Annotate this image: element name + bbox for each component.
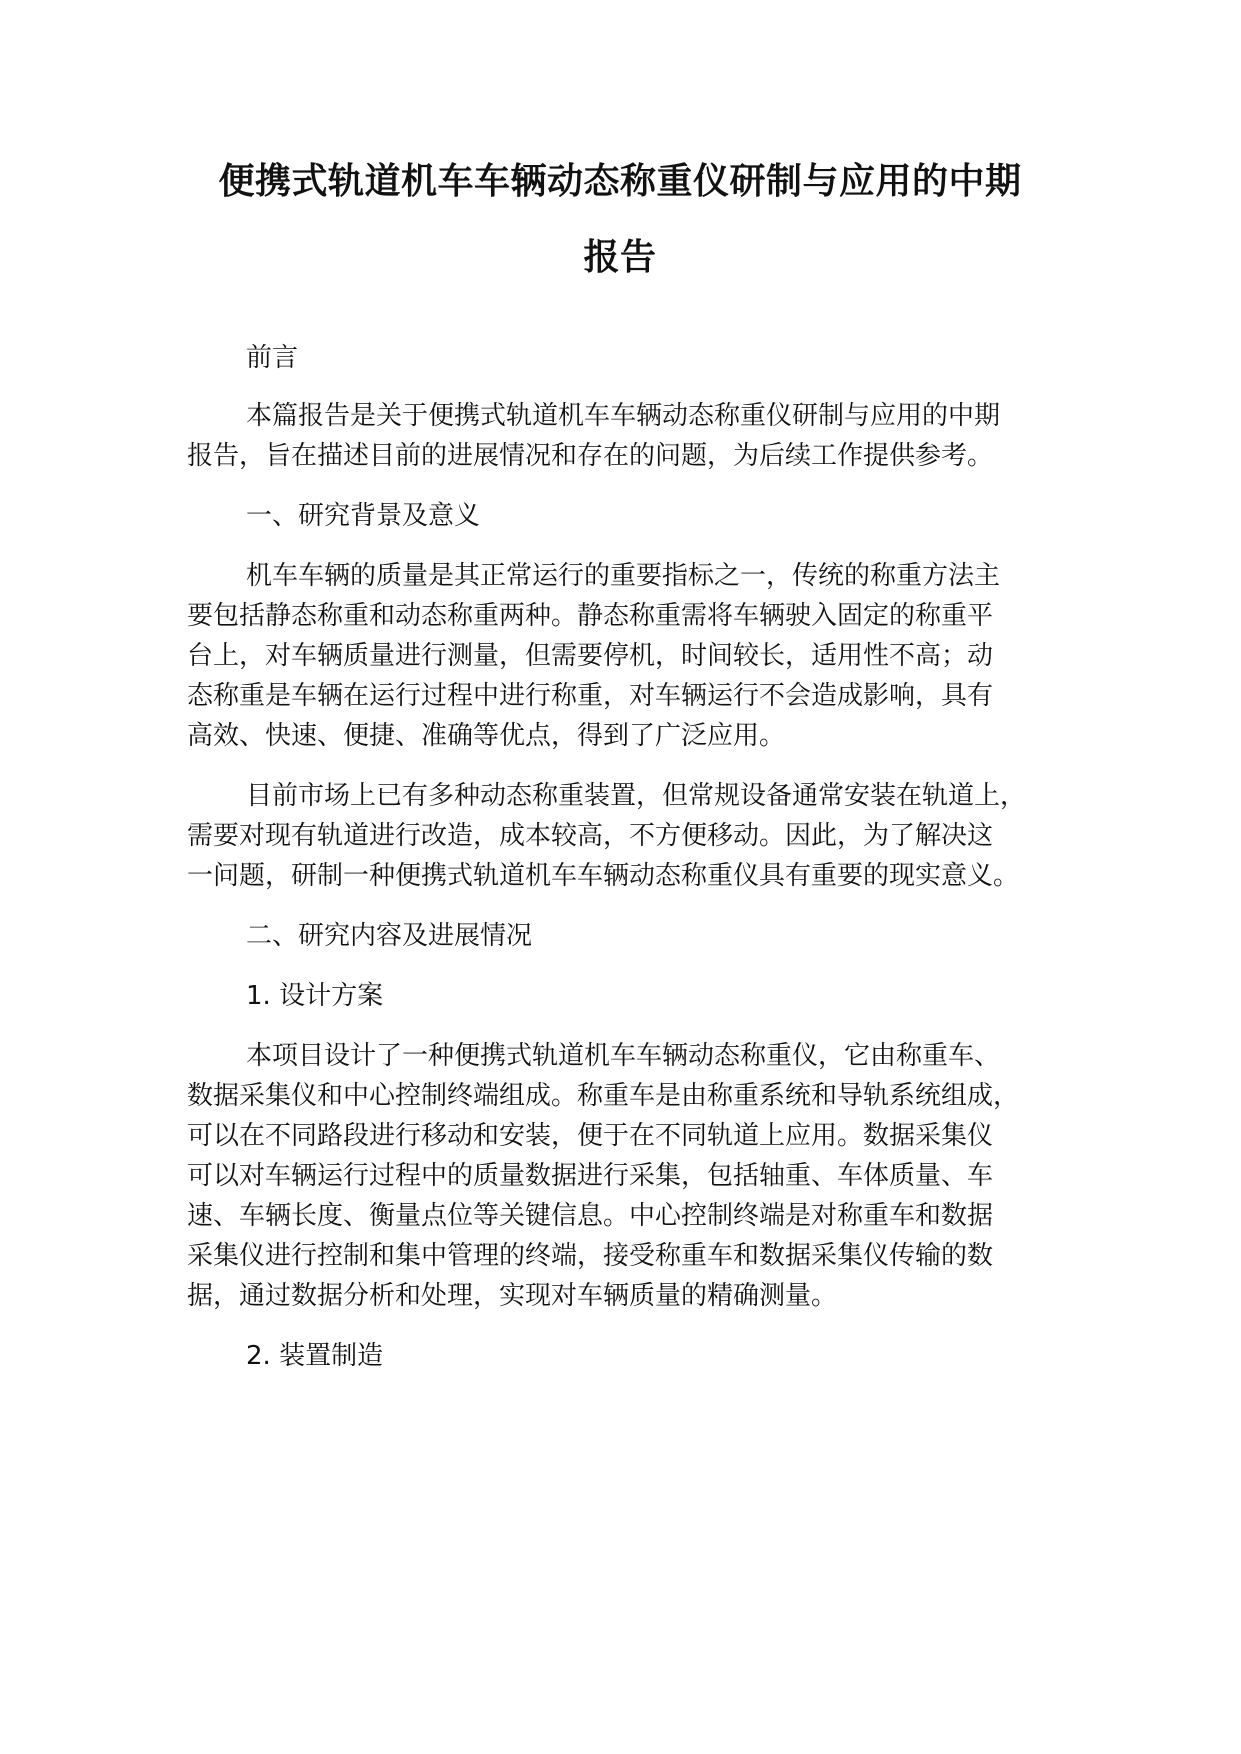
section1-p1-line-3: 台上，对车辆质量进行测量，但需要停机，时间较长，适用性不高；动 xyxy=(187,641,994,671)
document-title-line-2: 报告 xyxy=(583,237,657,278)
section1-p1-line-1: 机车车辆的质量是其正常运行的重要指标之一，传统的称重方法主 xyxy=(246,561,1001,591)
subsection2-heading: 2. 装置制造 xyxy=(246,1341,384,1371)
preface-line-1: 本篇报告是关于便携式轨道机车车辆动态称重仪研制与应用的中期 xyxy=(246,401,1001,431)
section1-p2-line-3: 一问题，研制一种便携式轨道机车车辆动态称重仪具有重要的现实意义。 xyxy=(187,861,1020,891)
section1-p1-line-2: 要包括静态称重和动态称重两种。静态称重需将车辆驶入固定的称重平 xyxy=(187,601,994,631)
preface-line-2: 报告，旨在描述目前的进展情况和存在的问题，为后续工作提供参考。 xyxy=(187,441,994,471)
subsection1-line-2: 数据采集仪和中心控制终端组成。称重车是由称重系统和导轨系统组成， xyxy=(187,1081,1020,1111)
section1-heading: 一、研究背景及意义 xyxy=(246,501,481,531)
section1-p2-line-1: 目前市场上已有多种动态称重装置，但常规设备通常安装在轨道上， xyxy=(246,781,1027,811)
subsection1-line-3: 可以在不同路段进行移动和安装，便于在不同轨道上应用。数据采集仪 xyxy=(187,1121,994,1151)
subsection1-line-1: 本项目设计了一种便携式轨道机车车辆动态称重仪，它由称重车、 xyxy=(246,1041,1001,1071)
document-title-line-1: 便携式轨道机车车辆动态称重仪研制与应用的中期 xyxy=(218,161,1022,202)
section1-p2-line-2: 需要对现有轨道进行改造，成本较高，不方便移动。因此，为了解决这 xyxy=(187,821,994,851)
subsection1-line-7: 据，通过数据分析和处理，实现对车辆质量的精确测量。 xyxy=(187,1281,838,1311)
subsection1-line-6: 采集仪进行控制和集中管理的终端，接受称重车和数据采集仪传输的数 xyxy=(187,1241,994,1271)
subsection1-line-4: 可以对车辆运行过程中的质量数据进行采集，包括轴重、车体质量、车 xyxy=(187,1161,994,1191)
section2-heading: 二、研究内容及进展情况 xyxy=(246,921,533,951)
preface-heading: 前言 xyxy=(246,343,299,373)
section1-p1-line-4: 态称重是车辆在运行过程中进行称重，对车辆运行不会造成影响，具有 xyxy=(187,681,994,711)
subsection1-heading: 1. 设计方案 xyxy=(246,981,384,1011)
subsection1-line-5: 速、车辆长度、衡量点位等关键信息。中心控制终端是对称重车和数据 xyxy=(187,1201,994,1231)
section1-p1-line-5: 高效、快速、便捷、准确等优点，得到了广泛应用。 xyxy=(187,721,786,751)
